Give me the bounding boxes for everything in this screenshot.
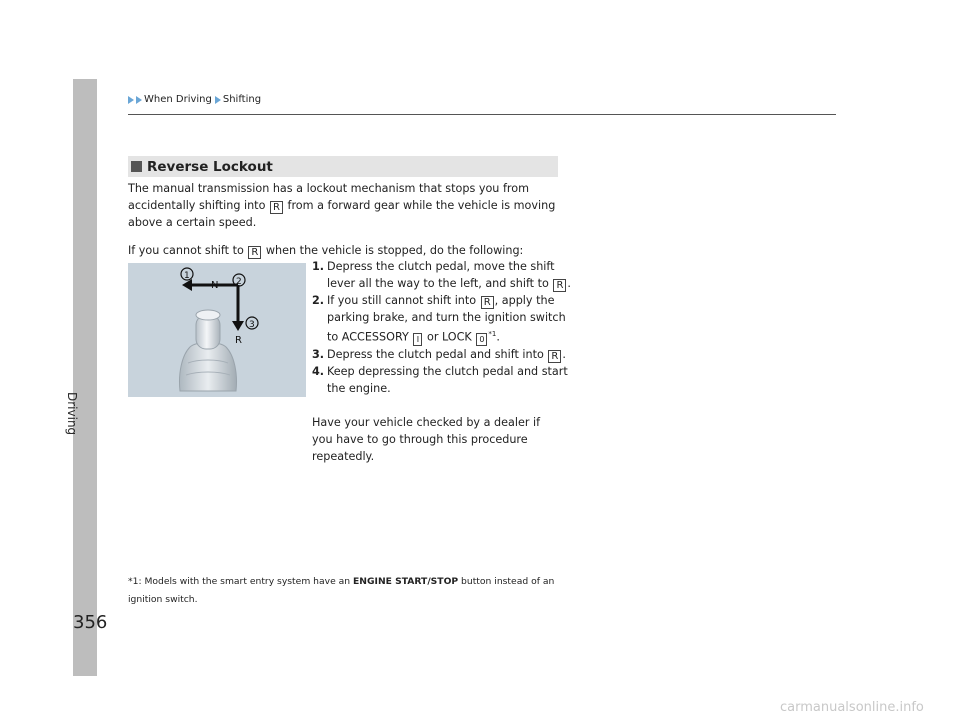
- step-text: If you still cannot shift into R , apply the parking brake, and turn the ignition switch to ACCESSORY I or LOCK 0$^{*1}$.: [327, 294, 566, 344]
- gear-key-r: R: [270, 201, 283, 214]
- watermark[interactable]: carmanualsonline.info: [780, 700, 924, 715]
- breadcrumb-arrow-icon: [128, 96, 134, 104]
- gear-key-r: R: [248, 246, 261, 259]
- footnote-ref[interactable]: *1: [488, 330, 497, 338]
- callout-1: 1: [184, 271, 190, 281]
- step-text: Depress the clutch pedal and shift into R .: [327, 347, 566, 362]
- callout-3: 3: [249, 320, 255, 330]
- condition-text: If you cannot shift to: [128, 244, 244, 257]
- section-header: [128, 156, 558, 177]
- section-title: Reverse Lockout: [147, 158, 273, 175]
- shift-lever-drawing: [128, 263, 306, 397]
- header-rule: [128, 114, 836, 115]
- chapter-label: Driving: [65, 392, 79, 436]
- step-text: Depress the clutch pedal, move the shift lever all the way to the left, and shift to R .: [327, 260, 571, 291]
- step-item: [312, 292, 572, 346]
- breadcrumb-arrow-icon: [136, 96, 142, 104]
- ignition-key-lock: 0: [476, 333, 487, 346]
- step-item: [312, 258, 572, 292]
- step-number: 3.: [312, 347, 325, 361]
- footnote-marker: *1:: [128, 576, 142, 587]
- gear-key-r: R: [548, 350, 561, 363]
- page-number: 356: [73, 612, 108, 633]
- step-number: 4.: [312, 364, 325, 378]
- gear-key-r: R: [553, 279, 566, 292]
- intro-text: The manual transmission has a lockout mechanism that stops you from accidentally shifting into: [128, 182, 529, 212]
- section-square-icon: [131, 161, 142, 172]
- label-r: R: [235, 335, 242, 346]
- intro-paragraph: [128, 180, 568, 231]
- step-item: [312, 363, 572, 397]
- shift-boot: [179, 343, 236, 392]
- breadcrumb-item[interactable]: Shifting: [222, 94, 262, 105]
- breadcrumb-item[interactable]: When Driving: [144, 94, 212, 105]
- label-n: N: [211, 280, 219, 291]
- breadcrumb-arrow-icon: [215, 96, 221, 104]
- ignition-key-accessory: I: [413, 333, 422, 346]
- footnote-bold-term: ENGINE START/STOP: [353, 576, 459, 587]
- intro-text: from a forward gear while the vehicle is moving above a certain speed.: [128, 199, 556, 229]
- closing-paragraph: Have your vehicle checked by a dealer if you have to go through this procedure repeatedly.: [312, 415, 541, 463]
- chapter-tab: [73, 79, 97, 676]
- step-text: Keep depressing the clutch pedal and start the engine.: [327, 364, 568, 395]
- arrow-down: [232, 321, 244, 331]
- gear-key-r: R: [481, 296, 494, 309]
- condition-text: when the vehicle is stopped, do the following:: [265, 244, 524, 257]
- footnote-text: Models with the smart entry system have an: [144, 576, 351, 587]
- step-number: 2.: [312, 294, 325, 307]
- footnote: [128, 573, 578, 609]
- callout-2: 2: [236, 277, 242, 287]
- footnote-text: button instead of an ignition switch.: [128, 576, 555, 605]
- step-number: 1.: [312, 260, 325, 273]
- breadcrumb: [128, 94, 264, 105]
- condition-paragraph: [128, 242, 568, 259]
- step-item: [312, 346, 572, 363]
- shift-lever-illustration: [128, 263, 306, 397]
- procedure-steps: [312, 258, 572, 465]
